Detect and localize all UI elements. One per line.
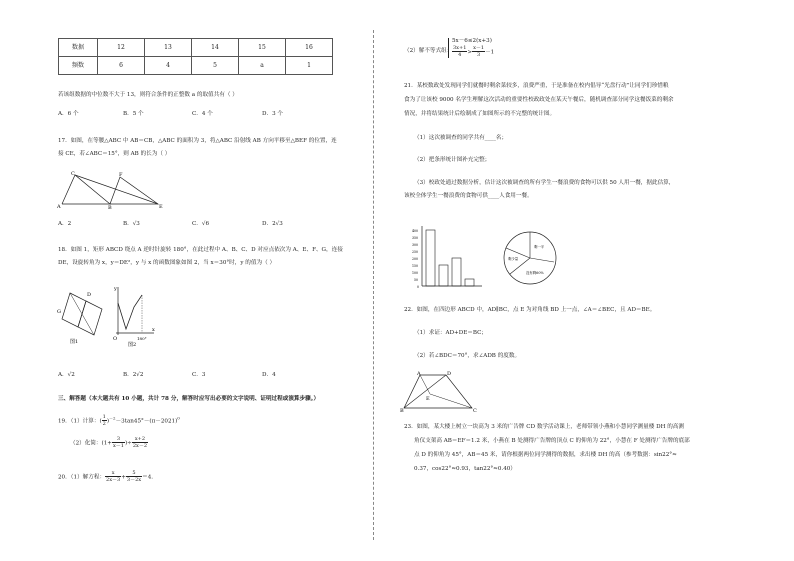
pie-label: 剩一半 bbox=[534, 245, 545, 249]
q23-line4: 0.37，cos22°≈0.93，tan22°≈0.40） bbox=[414, 466, 516, 472]
q17-figure bbox=[56, 168, 171, 210]
paren-close: ) bbox=[124, 440, 128, 447]
q17-option-b: B．√3 bbox=[123, 221, 140, 227]
q21-line3: 情况，并将结果统计后绘制成了如图所示的不完整的统计图。 bbox=[404, 111, 556, 117]
table-cell: 频数 bbox=[59, 57, 98, 75]
minus-one: －1 bbox=[485, 49, 495, 56]
q16-text: 若该组数据的中位数不大于 13，则符合条件的正整数 a 的取值共有（ ） bbox=[58, 92, 238, 98]
q19-1: 19．（1）计算：( $\frac{1}{2}$ )$^{-2}-3\tan 45^\circ-(\pi-2021)^0$ bbox=[58, 414, 180, 428]
bar bbox=[426, 230, 435, 286]
q17-line1: 17．如图，在等腰△ABC 中 AB＝CB，△ABC 的面积为 3，将△ABC 沿射线 AB 方向平移至△BEF 的位置，连 bbox=[58, 138, 337, 144]
q18-option-b: B．2√2 bbox=[123, 372, 144, 378]
q20-1 bbox=[58, 470, 153, 484]
label: A bbox=[417, 371, 421, 377]
frac-num: 3 bbox=[112, 436, 125, 443]
q16-option-c: C．4 个 bbox=[192, 111, 213, 117]
label-b: B bbox=[108, 205, 112, 210]
q21-sub2: （2）把条形统计图补充完整； bbox=[414, 157, 491, 163]
q22-line1: 22．如图，在四边形 ABCD 中，AD∥BC，点 E 为对角线 BD 上一点，∠A＝∠BEC，且 AD＝BE。 bbox=[404, 307, 656, 313]
label-fig2: 图2 bbox=[128, 342, 137, 348]
fraction bbox=[126, 470, 142, 484]
label-180: 180° bbox=[137, 336, 147, 341]
q21-line1: 21．某校数政处发现同学们就餐时剩余菜较多，浪费严重，于是准备在校内倡导“光盘行动”让同学们珍惜粮 bbox=[404, 83, 669, 89]
label: C bbox=[473, 408, 477, 412]
frac-den: 3－2x bbox=[126, 477, 142, 484]
label-x: x bbox=[152, 327, 155, 333]
frac-num: x+2 bbox=[132, 436, 148, 443]
bar bbox=[439, 265, 448, 286]
table-cell: a bbox=[239, 57, 286, 75]
q17-option-c: C．√6 bbox=[192, 221, 209, 227]
inequality-system bbox=[448, 38, 494, 58]
plus-sign: + bbox=[121, 474, 126, 481]
y-tick: 0 bbox=[417, 285, 420, 289]
q17-option-a: A．2 bbox=[58, 221, 72, 227]
label-o: O bbox=[113, 336, 118, 342]
pie-label: 没有剩60% bbox=[526, 271, 544, 275]
y-tick: 300 bbox=[412, 243, 419, 247]
table-cell: 13 bbox=[145, 39, 192, 57]
y-tick: 200 bbox=[412, 257, 419, 261]
q17-option-d: D．2√3 bbox=[262, 221, 283, 227]
y-tick: 250 bbox=[412, 250, 419, 254]
table-cell: 1 bbox=[286, 57, 333, 75]
label-a: A bbox=[57, 204, 61, 210]
q19-1-label: 19．（1）计算： bbox=[58, 418, 100, 425]
q18-option-c: C．3 bbox=[192, 372, 206, 378]
label-fig1: 图1 bbox=[70, 339, 79, 345]
table-cell: 4 bbox=[145, 57, 192, 75]
y-tick: 100 bbox=[412, 271, 419, 275]
table-cell: 5 bbox=[192, 57, 239, 75]
q19-2-label: （2）化简： bbox=[70, 440, 102, 447]
fraction bbox=[105, 470, 121, 484]
q18-option-a: A．√2 bbox=[58, 372, 75, 378]
frac-den: 2x－3 bbox=[106, 477, 121, 484]
table-cell: 数据 bbox=[59, 39, 98, 57]
frac-den: 2 bbox=[102, 421, 106, 428]
y-tick: 400 bbox=[412, 229, 419, 233]
q22-sub1: （1）求证：AD+DE＝BC； bbox=[414, 330, 487, 336]
q17-line2: 接 CE，若∠ABC＝15°，则 AB 的长为（ ） bbox=[58, 151, 171, 157]
paren-open: (1+ bbox=[101, 440, 112, 447]
q22-sub2: （2）若∠BDC＝70°，求∠ADB 的度数。 bbox=[414, 353, 521, 359]
q20-1-label: 20．（1）解方程： bbox=[58, 474, 106, 481]
label: B bbox=[400, 408, 404, 412]
label-e: E bbox=[159, 204, 163, 210]
q21-line2: 食为了让该校 9000 名学生理解这次活动的重要性校政政处在某天午餐后，随机调查部分同学这餐饭菜的剩余 bbox=[404, 97, 674, 103]
q18-line1: 18．如图 1，矩形 ABCD 绕点 A 逆时针旋转 180°，在此过程中 A、B、C、D 对应点依次为 A、E、F、G，连接 bbox=[58, 247, 343, 253]
frac-num: 5 bbox=[126, 470, 142, 477]
fraction bbox=[472, 45, 485, 59]
frac-num: x bbox=[105, 470, 121, 477]
div-sign: ÷ bbox=[127, 440, 132, 447]
frac-den: 3 bbox=[476, 52, 481, 59]
exponent: －2 bbox=[109, 415, 116, 421]
frac-den: x－1 bbox=[112, 443, 124, 450]
q23-line3: 点 D 的仰角为 45°，AB＝45 米，请你根据两位同学测得的数据，求出楼 DH 的高（参考数据：sin22°≈ bbox=[414, 452, 677, 458]
label-y: y bbox=[114, 286, 117, 292]
fraction bbox=[112, 436, 128, 450]
label-g: G bbox=[57, 309, 61, 315]
fraction bbox=[132, 436, 148, 450]
q16-option-a: A．6 个 bbox=[58, 111, 79, 117]
fraction-half bbox=[102, 414, 107, 428]
section-3-heading: 三、解答题（本大题共有 10 小题，共计 78 分，解答时应写出必要的文字说明、证明过程或演算步骤。） bbox=[58, 396, 320, 402]
frac-den: 2x－2 bbox=[132, 443, 148, 450]
frac-num: 1 bbox=[102, 414, 106, 420]
gt-sign: > bbox=[467, 49, 473, 56]
label-d: D bbox=[87, 292, 92, 298]
table-cell: 15 bbox=[239, 39, 286, 57]
table-cell: 16 bbox=[286, 39, 333, 57]
q16-option-d: D．3 个 bbox=[262, 111, 284, 117]
q21-sub1: （1）这次被调查的同学共有____名； bbox=[414, 135, 508, 141]
q18-figure bbox=[56, 283, 161, 349]
q21-sub3-cont: 该校全体学生一餐浪费的食物可供____人食用一餐。 bbox=[404, 193, 533, 199]
q18-line2: DE，设旋转角为 x，y＝DE²，y 与 x 的函数图象如图 2，当 x＝30°时，y 的值为（ ） bbox=[58, 260, 276, 266]
label: D bbox=[447, 371, 452, 377]
exponent: 0 bbox=[177, 415, 180, 421]
q21-charts bbox=[402, 222, 562, 294]
q21-sub3: （3）校政处通过数据分析，估计这次被调查的所有学生一餐浪费的食物可以供 50 人用一餐，据此估算， bbox=[414, 180, 675, 186]
y-tick: 150 bbox=[412, 264, 419, 268]
table-row bbox=[59, 39, 333, 57]
y-tick: 350 bbox=[412, 236, 419, 240]
bar bbox=[452, 258, 461, 286]
frac-den: 4 bbox=[458, 52, 462, 59]
bar bbox=[465, 279, 474, 286]
q19-1-rest: －3tan45°－(π－2021) bbox=[115, 418, 178, 425]
inequality-2 bbox=[452, 45, 494, 59]
table-row bbox=[59, 57, 333, 75]
inequality-1: 5x－6≤2(x+3) bbox=[452, 38, 492, 44]
frac-num: x－1 bbox=[473, 44, 485, 51]
q20-2-label: （2）解不等式组： bbox=[404, 48, 453, 54]
frac-num: 3x+1 bbox=[453, 44, 467, 51]
pie-label: 剩少量 bbox=[508, 257, 519, 261]
table-cell: 14 bbox=[192, 39, 239, 57]
q19-2 bbox=[70, 436, 148, 450]
table-cell: 12 bbox=[98, 39, 145, 57]
y-tick: 50 bbox=[414, 278, 419, 282]
label: E bbox=[426, 396, 430, 402]
q22-figure bbox=[400, 370, 480, 412]
q23-line2: 角仪支架高 AB＝EF＝1.2 米，小燕在 B 处测得广告牌的顶点 C 的仰角为 22°，小慧在 F 处测得广告牌的底部 bbox=[414, 438, 690, 444]
label-c: C bbox=[71, 171, 75, 177]
equals-four: ＝4. bbox=[142, 474, 154, 481]
label-f: F bbox=[119, 172, 123, 178]
column-divider bbox=[373, 30, 374, 540]
q16-option-b: B．5 个 bbox=[123, 111, 144, 117]
q18-option-d: D．4 bbox=[262, 372, 276, 378]
frequency-table bbox=[58, 38, 333, 75]
q23-line1: 23．如图，某大楼上树立一块高为 3 米的广告牌 CD 数学活动课上，老师带领小燕和小慧同学测量楼 DH 的高测 bbox=[404, 424, 685, 430]
table-cell: 6 bbox=[98, 57, 145, 75]
fraction bbox=[452, 45, 467, 59]
